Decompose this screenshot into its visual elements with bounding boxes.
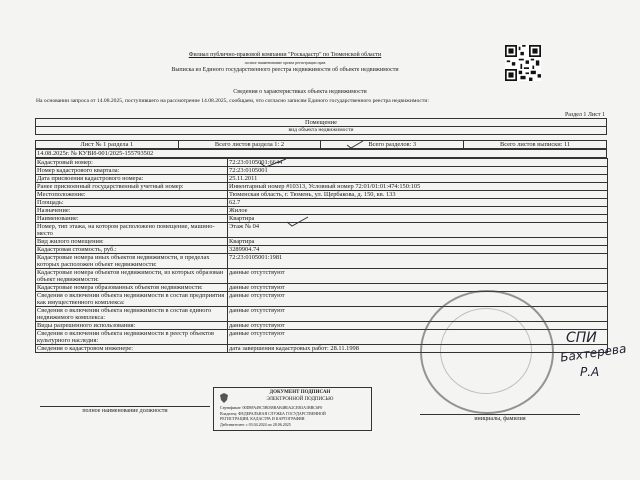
row-value: данные отсутствуют — [228, 322, 608, 330]
esign-title: ДОКУМЕНТ ПОДПИСАН — [269, 390, 331, 395]
name-caption: инициалы, фамилия — [474, 416, 526, 422]
row-label: Кадастровый номер: — [36, 159, 228, 167]
esign-certificate: Сертификат: 00D8FA49C5B038BAB4B0A2CEB3A1BBC6F0 — [220, 405, 323, 410]
row-label: Сведения о включении объекта недвижимости в состав предприятия как имущественного комплекса: — [36, 292, 228, 307]
row-value: Жилое — [228, 207, 608, 215]
row-value: данные отсутствуют — [228, 330, 608, 345]
row-value: 3289904.74 — [228, 246, 608, 254]
electronic-signature-box — [213, 387, 372, 431]
row-label: Вид жилого помещения: — [36, 238, 228, 246]
table-row — [36, 254, 608, 269]
row-label: Кадастровые номера иных объектов недвижимости, в пределах которых расположен объект недвижимости: — [36, 254, 228, 269]
row-value: 72:23:0105001:1981 — [228, 254, 608, 269]
row-value: данные отсутствуют — [228, 284, 608, 292]
registration-authority-caption: полное наименование органа регистрации прав — [244, 60, 326, 65]
row-label: Кадастровые номера объектов недвижимости, из которых образован объект недвижимости: — [36, 269, 228, 284]
position-line — [40, 406, 210, 407]
document-number: 14.08.2025г. № КУВИ-001/2025-155793502 — [36, 150, 607, 158]
table-row — [36, 223, 608, 238]
handwritten-position: СПИ — [566, 330, 597, 346]
row-value: данные отсутствуют — [228, 292, 608, 307]
row-label: Кадастровая стоимость, руб.: — [36, 246, 228, 254]
row-label: Наименование: — [36, 215, 228, 223]
total-sheets-section: Всего листов раздела 1: 2 — [178, 141, 321, 149]
row-label: Местоположение: — [36, 191, 228, 199]
row-value: данные отсутствуют — [228, 269, 608, 284]
table-row — [36, 199, 608, 207]
sheet-number: Лист № 1 раздела 1 — [36, 141, 179, 149]
checkmark-mark-3 — [285, 216, 310, 228]
row-value: 72:23:0105001:6644 — [228, 159, 608, 167]
name-line — [420, 414, 580, 415]
extract-title: Выписка из Единого государственного реестра недвижимости об объекте недвижимости — [171, 67, 399, 73]
row-label: Ранее присвоенный государственный учетный номер: — [36, 183, 228, 191]
row-label: Номер, тип этажа, на котором расположено помещение, машино-место — [36, 223, 228, 238]
qr-code — [505, 45, 541, 81]
table-row — [36, 183, 608, 191]
row-value: 25.11.2011 — [228, 175, 608, 183]
row-value: дата завершения кадастровых работ: 28.11.1998 — [228, 345, 608, 353]
table-row — [36, 175, 608, 183]
row-value: Тюменская область, г. Тюмень, ул. Щербакова, д. 150, кв. 133 — [228, 191, 608, 199]
row-label: Дата присвоения кадастрового номера: — [36, 175, 228, 183]
row-value: 72:23:0105001 — [228, 167, 608, 175]
checkmark-mark — [258, 157, 288, 169]
row-value: данные отсутствуют — [228, 307, 608, 322]
coat-of-arms-icon — [218, 392, 230, 404]
esign-subtitle: ЭЛЕКТРОННОЙ ПОДПИСЬЮ — [266, 397, 334, 402]
row-label: Кадастровые номера образованных объектов недвижимости: — [36, 284, 228, 292]
row-label: Сведения о включении объекта недвижимости в реестр объектов культурного наследия: — [36, 330, 228, 345]
row-value: Квартира — [228, 238, 608, 246]
object-kind-caption: вид объекта недвижимости — [36, 127, 607, 135]
registration-authority: Филиал публично-правовой компании "Роскадастр" по Тюменской области — [188, 52, 382, 58]
table-row — [36, 215, 608, 223]
position-caption: полное наименование должности — [82, 408, 168, 414]
row-label: Сведения о включении объекта недвижимости в состав единого недвижимого комплекса: — [36, 307, 228, 322]
total-extract-sheets: Всего листов выписки: 11 — [464, 141, 607, 149]
table-row — [36, 191, 608, 199]
object-kind-block — [35, 118, 607, 135]
intro-statement: На основании запроса от 14.08.2025, поступившего на рассмотрение 14.08.2025, сообщаем, что согласно записям Единого государственного реестра недвижимости: — [36, 98, 429, 104]
handwritten-initials: Р.А — [580, 365, 600, 379]
row-value: 62.7 — [228, 199, 608, 207]
table-row — [36, 207, 608, 215]
table-row — [36, 167, 608, 175]
object-kind: Помещение — [36, 119, 607, 127]
esign-owner-cont: РЕГИСТРАЦИИ, КАДАСТРА И КАРТОГРАФИИ — [220, 416, 305, 421]
table-row — [36, 269, 608, 284]
table-row — [36, 284, 608, 292]
seal-inner-ring — [440, 308, 532, 394]
row-label: Номер кадастрового квартала: — [36, 167, 228, 175]
handwritten-surname: Бахтерева — [559, 341, 628, 365]
section-page-label: Раздел 1 Лист 1 — [564, 112, 605, 118]
official-seal-stamp — [420, 290, 554, 414]
checkmark-mark-2 — [345, 140, 365, 150]
table-row — [36, 238, 608, 246]
table-row — [36, 246, 608, 254]
row-value: Этаж № 04 — [228, 223, 608, 238]
row-value: Инвентарный номер #10313, Условный номер 72:01/01:01:474:150:105 — [228, 183, 608, 191]
esign-validity: Действителен: с 03.04.2024 по 28.06.2025 — [220, 422, 291, 427]
section-title: Сведения о характеристиках объекта недвижимости — [233, 89, 367, 95]
sheet-info-row — [35, 140, 607, 149]
total-sections: Всего разделов: 3 — [321, 141, 464, 149]
row-label: Виды разрешенного использования: — [36, 322, 228, 330]
esign-owner: Владелец: ФЕДЕРАЛЬНАЯ СЛУЖБА ГОСУДАРСТВЕННОЙ — [220, 411, 326, 416]
row-label: Назначение: — [36, 207, 228, 215]
row-label: Площадь: — [36, 199, 228, 207]
row-label: Сведения о кадастровом инженере: — [36, 345, 228, 353]
row-value: Квартира — [228, 215, 608, 223]
table-row — [36, 159, 608, 167]
doc-number-row — [35, 149, 607, 158]
